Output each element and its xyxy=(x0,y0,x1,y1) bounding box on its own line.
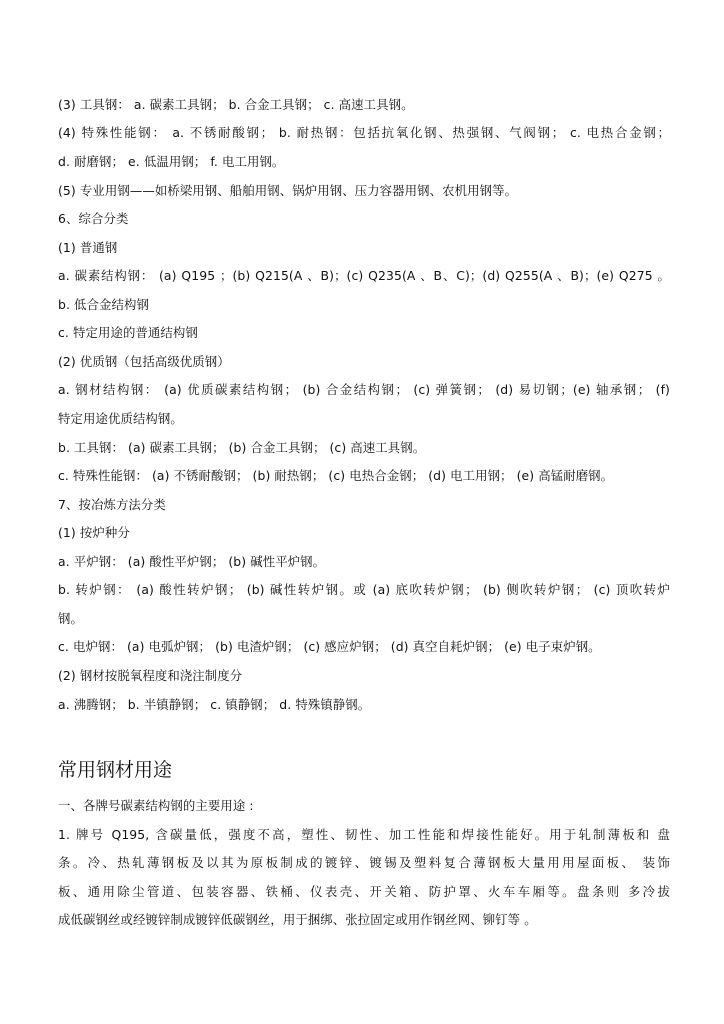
text-line: a. 平炉钢： (a) 酸性平炉钢； (b) 碱性平炉钢。 xyxy=(58,554,326,569)
text-line: (5) 专业用钢——如桥梁用钢、船舶用钢、锅炉用钢、压力容器用钢、农机用钢等。 xyxy=(58,183,518,198)
text-line: b. 工具钢： (a) 碳素工具钢； (b) 合金工具钢； (c) 高速工具钢。 xyxy=(58,440,426,455)
text-line: a. 沸腾钢； b. 半镇静钢； c. 镇静钢； d. 特殊镇静钢。 xyxy=(58,697,371,712)
text-line: 1. 牌号 Q195, 含碳量低，强度不高，塑性、韧性、加工性能和焊接性能好。用于轧制薄板和 盘 xyxy=(58,827,670,842)
section-title: 6、综合分类 xyxy=(58,211,129,226)
text-line: c. 特定用途的普通结构钢 xyxy=(58,325,198,340)
text-line: a. 碳素结构钢： (a) Q195 ；(b) Q215(A 、B)；(c) Q235(A 、B、C)；(d) Q255(A 、B)；(e) Q275 。 xyxy=(58,268,670,283)
text-line: 一、各牌号碳素结构钢的主要用途 : xyxy=(58,798,254,813)
text-line: (4) 特殊性能钢： a. 不锈耐酸钢； b. 耐热钢：包括抗氧化钢、热强钢、气阀钢； c. 电热合金钢； xyxy=(58,125,670,140)
text-line: (2) 优质钢（包括高级优质钢） xyxy=(58,354,230,369)
text-line: 钢。 xyxy=(58,611,83,626)
text-line: c. 特殊性能钢： (a) 不锈耐酸钢； (b) 耐热钢； (c) 电热合金钢； (d) 电工用钢； (e) 高锰耐磨钢。 xyxy=(58,468,614,483)
text-line: a. 钢材结构钢： (a) 优质碳素结构钢； (b) 合金结构钢； (c) 弹簧钢； (d) 易切钢；(e) 轴承钢； (f) xyxy=(58,382,670,397)
text-line: b. 转炉钢： (a) 酸性转炉钢； (b) 碱性转炉钢。或 (a) 底吹转炉钢； (b) 侧吹转炉钢； (c) 顶吹转炉 xyxy=(58,582,670,597)
text-line: (1) 按炉种分 xyxy=(58,525,130,540)
text-line: c. 电炉钢： (a) 电弧炉钢； (b) 电渣炉钢； (c) 感应炉钢； (d) 真空自耗炉钢； (e) 电子束炉钢。 xyxy=(58,639,601,654)
text-line: 成低碳钢丝或经镀锌制成镀锌低碳钢丝，用于捆绑、张拉固定或用作钢丝网、铆钉等 。 xyxy=(58,912,537,927)
text-line: 特定用途优质结构钢。 xyxy=(58,411,183,426)
section-title: 7、按冶炼方法分类 xyxy=(58,497,166,512)
text-line: 条。冷、热轧薄钢板及以其为原板制成的镀锌、镀锡及塑料复合薄钢板大量用用屋面板、 装饰 xyxy=(58,855,670,870)
text-line: (3) 工具钢： a. 碳素工具钢； b. 合金工具钢； c. 高速工具钢。 xyxy=(58,97,414,112)
text-line: d. 耐磨钢； e. 低温用钢； f. 电工用钢。 xyxy=(58,154,285,169)
section-heading: 常用钢材用途 xyxy=(58,759,173,781)
text-line: (2) 钢材按脱氧程度和浇注制度分 xyxy=(58,668,243,683)
text-line: (1) 普通钢 xyxy=(58,240,118,255)
text-line: b. 低合金结构钢 xyxy=(58,297,149,312)
text-line: 板、通用除尘管道、包装容器、铁桶、仪表壳、开关箱、防护罩、火车车厢等。盘条则 多冷拔 xyxy=(58,884,670,899)
